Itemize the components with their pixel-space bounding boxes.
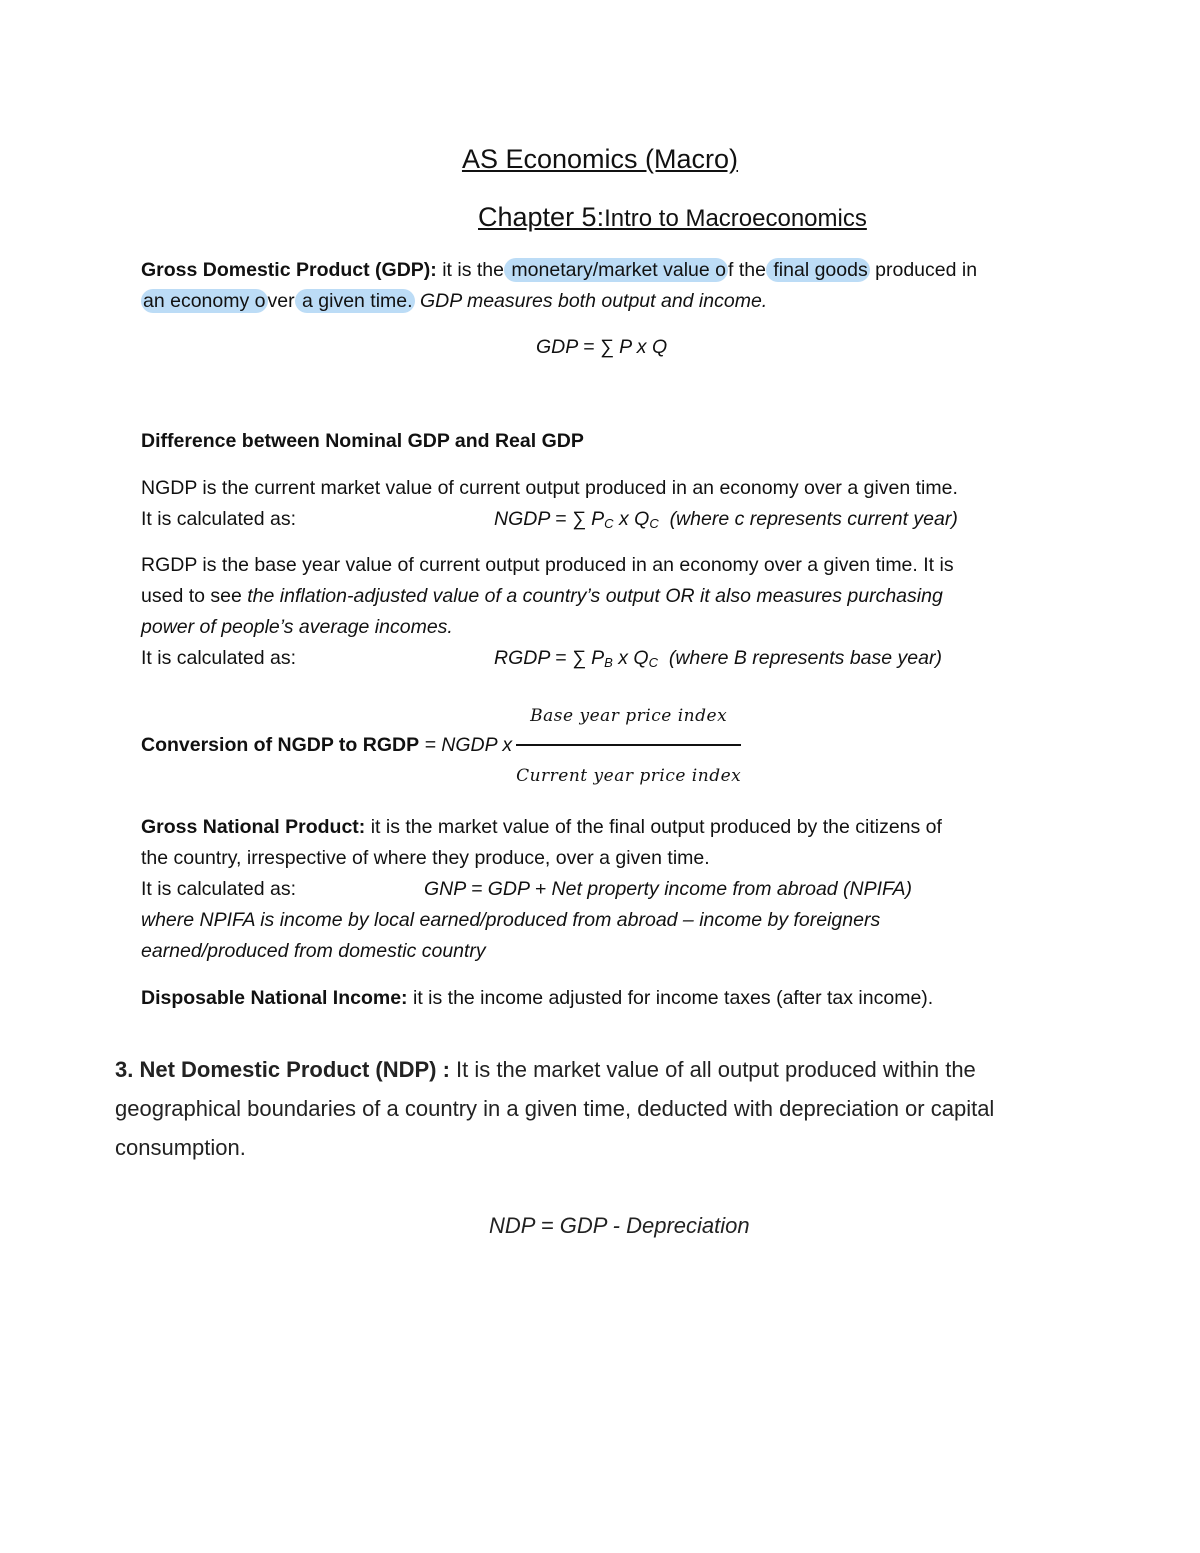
conversion-label: Conversion of NGDP to RGDP [141, 734, 420, 757]
rgdp-definition-line-2 [141, 583, 943, 609]
gdp-formula: GDP = ∑ P x Q [536, 336, 668, 358]
ndp-line-1-rest: It is the market value of all output produced within the [449, 1057, 976, 1082]
gdp-term: Gross Domestic Product (GDP): [141, 259, 437, 281]
gnp-calc-label: It is calculated as: [141, 878, 296, 900]
ngdp-definition: NGDP is the current market value of current output produced in an economy over a given time. [141, 477, 958, 499]
gnp-line-1-rest: it is the market value of the final output produced by the citizens of [365, 816, 942, 838]
fraction-numerator: Base year price index [516, 690, 741, 746]
gdp-highlight-monetary: monetary/market value o [506, 259, 727, 281]
gdp-text-3: produced in [869, 259, 978, 281]
rgdp-definition-line-3: power of people’s average incomes. [141, 616, 453, 638]
ndp-formula: NDP = GDP - Depreciation [489, 1213, 750, 1238]
gnp-where-line-1: where NPIFA is income by local earned/produced from abroad – income by foreigners [141, 909, 881, 931]
rgdp-text-italic: the inflation-adjusted value of a country’s output OR it also measures purchasing [247, 585, 943, 607]
chapter-heading [478, 202, 867, 233]
ndp-line-2: geographical boundaries of a country in a given time, deducted with depreciation or capital [115, 1096, 995, 1121]
ngdp-note: (where c represents current year) [669, 508, 958, 530]
ngdp-formula-a: NGDP = ∑ P [494, 508, 605, 530]
ngdp-calc-label: It is calculated as: [141, 508, 296, 530]
difference-heading: Difference between Nominal GDP and Real GDP [141, 430, 584, 452]
gdp-highlight-time: a given time. [296, 290, 413, 312]
dni-rest: it is the income adjusted for income taxes (after tax income). [407, 987, 934, 1009]
rgdp-note: (where B represents base year) [668, 647, 942, 669]
gnp-term: Gross National Product: [141, 816, 366, 838]
gdp-text-1: it is the [436, 259, 504, 281]
rgdp-text-plain: used to see [141, 585, 248, 607]
rgdp-formula-a: RGDP = ∑ P [494, 647, 605, 669]
rgdp-sub-p: B [604, 655, 613, 670]
rgdp-formula [494, 645, 942, 676]
gdp-highlight-economy: an economy o [143, 290, 266, 312]
gdp-definition-line-2 [141, 288, 767, 314]
gdp-text-5: GDP measures both output and income. [414, 290, 768, 312]
conversion-fraction [516, 690, 741, 802]
rgdp-formula-b: x Q [612, 647, 649, 669]
gdp-definition-line-1 [141, 257, 977, 283]
ngdp-sub-p: C [604, 516, 614, 531]
ngdp-formula-b: x Q [613, 508, 650, 530]
dni-term: Disposable National Income: [141, 987, 408, 1009]
dni-line [141, 985, 933, 1011]
gnp-line-1 [141, 814, 942, 840]
ngdp-formula [494, 506, 958, 537]
ndp-term: 3. Net Domestic Product (NDP) : [115, 1057, 450, 1082]
gnp-formula: GNP = GDP + Net property income from abroad (NPIFA) [424, 878, 913, 900]
conversion-eq: = NGDP x [419, 734, 513, 757]
rgdp-sub-q: C [648, 655, 658, 670]
conversion-line [141, 690, 741, 802]
document-title: AS Economics (Macro) [461, 144, 739, 174]
gnp-line-2: the country, irrespective of where they produce, over a given time. [141, 847, 710, 869]
ngdp-sub-q: C [649, 516, 659, 531]
chapter-label: Chapter 5: [478, 202, 605, 232]
chapter-subtitle: Intro to Macroeconomics [604, 205, 867, 232]
gdp-text-2: f the [728, 259, 766, 281]
rgdp-definition-line-1: RGDP is the base year value of current output produced in an economy over a given time. It is [141, 554, 954, 576]
gdp-highlight-final-goods: final goods [767, 259, 868, 281]
rgdp-calc-label: It is calculated as: [141, 647, 296, 669]
gnp-where-line-2: earned/produced from domestic country [141, 940, 486, 962]
ndp-line-1 [115, 1050, 976, 1089]
gdp-text-4: ver [267, 290, 295, 312]
ndp-line-3: consumption. [115, 1135, 246, 1160]
fraction-denominator: Current year price index [516, 766, 742, 786]
